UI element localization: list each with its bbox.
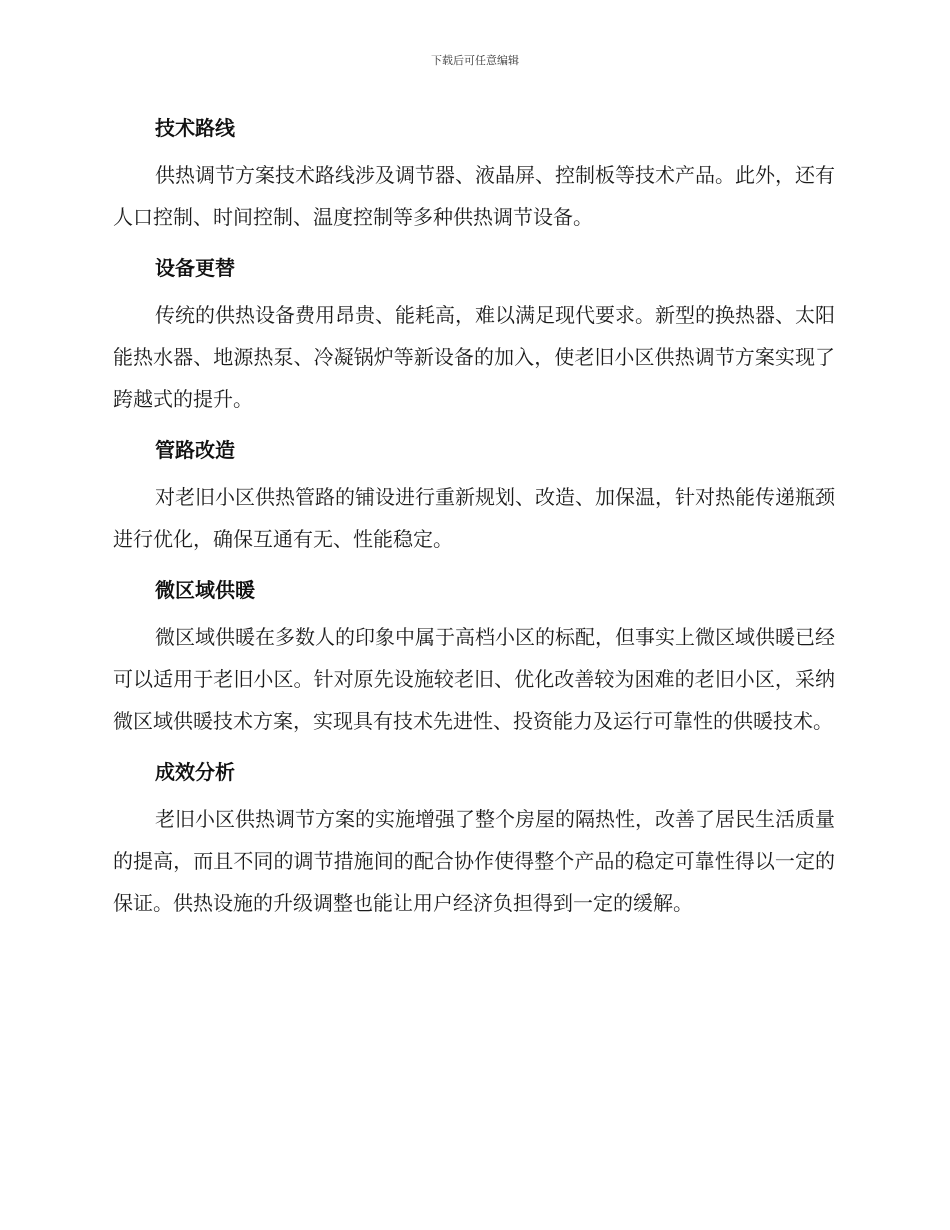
section-title: 技术路线 — [155, 116, 235, 140]
section-equipment-replacement — [113, 248, 835, 420]
section-paragraph: 老旧小区供热调节方案的实施增强了整个房屋的隔热性，改善了居民生活质量的提高，而且不同的调节措施间的配合协作使得整个产品的稳定可靠性得以一定的保证。供热设施的升级调整也能让用户经济负担得到一定的缓解。 — [113, 807, 835, 915]
section-title: 管路改造 — [155, 438, 235, 462]
section-paragraph: 传统的供热设备费用昂贵、能耗高，难以满足现代要求。新型的换热器、太阳能热水器、地源热泵、冷凝锅炉等新设备的加入，使老旧小区供热调节方案实现了跨越式的提升。 — [113, 303, 835, 411]
page-header: 下载后可任意编辑 — [431, 54, 519, 67]
section-paragraph: 微区域供暖在多数人的印象中属于高档小区的标配，但事实上微区域供暖已经可以适用于老旧小区。针对原先设施较老旧、优化改善较为困难的老旧小区，采纳微区域供暖技术方案，实现具有技术先进性、投资能力及运行可靠性的供暖技术。 — [113, 625, 835, 733]
section-title: 微区域供暖 — [155, 578, 255, 602]
section-technical-route — [113, 108, 835, 238]
document-body — [113, 108, 835, 934]
section-title: 成效分析 — [155, 760, 235, 784]
section-paragraph: 对老旧小区供热管路的铺设进行重新规划、改造、加保温，针对热能传递瓶颈进行优化，确保互通有无、性能稳定。 — [113, 485, 835, 551]
section-effect-analysis — [113, 752, 835, 924]
section-title: 设备更替 — [155, 256, 235, 280]
section-pipeline-renovation — [113, 430, 835, 560]
section-micro-area-heating — [113, 570, 835, 742]
section-paragraph: 供热调节方案技术路线涉及调节器、液晶屏、控制板等技术产品。此外，还有人口控制、时间控制、温度控制等多种供热调节设备。 — [113, 163, 835, 229]
